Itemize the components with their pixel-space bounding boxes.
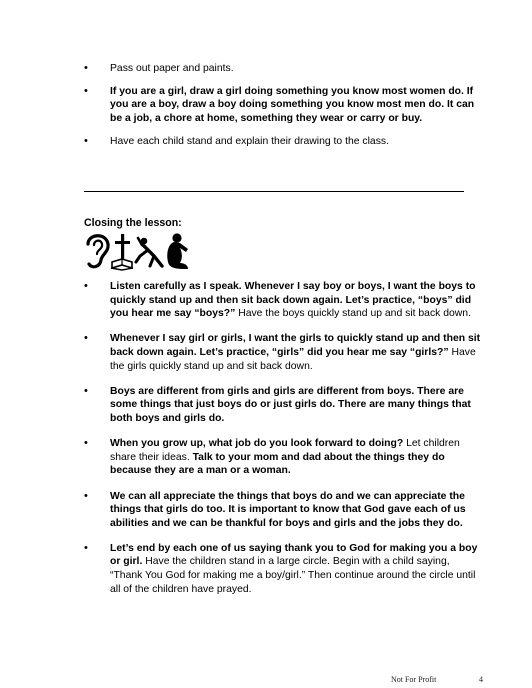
bullet-icon: • [84,280,88,292]
footer-label: Not For Profit [391,675,437,684]
closing-icons [84,232,194,272]
closing-list [84,280,482,608]
list-item-bold-text: When you grow up, what job do you look forward to doing? [110,438,404,450]
list-item-bold-text: We can all appreciate the things that boys do and we can appreciate the things that girls do too. It is important to know that God gave each of us abilities and we can be thankful for boys and girls and the jobs they do. [110,490,466,529]
list-item-text: Let children share their ideas. [110,438,460,463]
list-item [84,85,484,126]
bullet-icon: • [84,384,88,397]
list-item-bold-text: Boys are different from girls and girls are different from boys. There are some things that just boys do or just girls do. There are many things that both boys and girls do. [110,385,471,424]
ear-icon [88,236,108,267]
bullet-icon: • [84,332,88,345]
list-item-bold-text: Talk to your mom and dad about the things they do because they are a man or a woman. [110,451,445,477]
section-divider [84,191,464,192]
list-item [84,490,482,531]
bullet-icon: • [84,489,88,502]
list-item-bold-text: Listen carefully as I speak. Whenever I say boy or boys, I want the boys to quickly stand up and then sit back down again. Let’s practice, “boys” did you hear me say “boys?” [110,281,476,320]
stretching-figure-icon [136,238,162,266]
list-item [84,280,482,321]
list-item-bold-text: Let’s end by each one of us saying thank you to God for making you a boy or girl. [110,542,478,568]
bullet-icon: • [84,135,88,148]
activity-list [84,62,484,158]
list-item [84,62,484,76]
list-item-text: Have the girls quickly stand up and sit back down. [110,346,476,372]
list-item [84,437,482,478]
bullet-icon: • [84,62,88,74]
list-item [84,332,482,373]
page-number: 4 [479,675,483,684]
bullet-icon: • [84,84,88,97]
closing-heading: Closing the lesson: [84,217,182,229]
list-item-text: Have the children stand in a large circle. Begin with a child saying, “Thank You God for making me a boy/girl.” Then continue around the circle until all of the children have prayed. [110,556,476,595]
list-item-text: Pass out paper and paints. [110,63,234,74]
bullet-icon: • [84,541,88,554]
cross-bible-icon [111,234,133,270]
list-item [84,135,484,149]
kneeling-prayer-icon [167,233,188,269]
list-item-bold-text: Whenever I say girl or girls, I want the girls to quickly stand up and then sit back down again. Let’s practice, “girls” did you hear me say “girls?” [110,333,481,358]
list-item-text: Have the boys quickly stand up and sit back down. [235,308,471,320]
list-item-bold-text: If you are a girl, draw a girl doing something you know most women do. If you are a boy, draw a boy doing something you know most men do. It can be a job, a chore at home, something they wear or carry or buy. [110,85,475,124]
bullet-icon: • [84,437,88,450]
list-item-text: Have each child stand and explain their drawing to the class. [110,136,389,148]
list-item [84,385,482,426]
list-item [84,542,482,596]
